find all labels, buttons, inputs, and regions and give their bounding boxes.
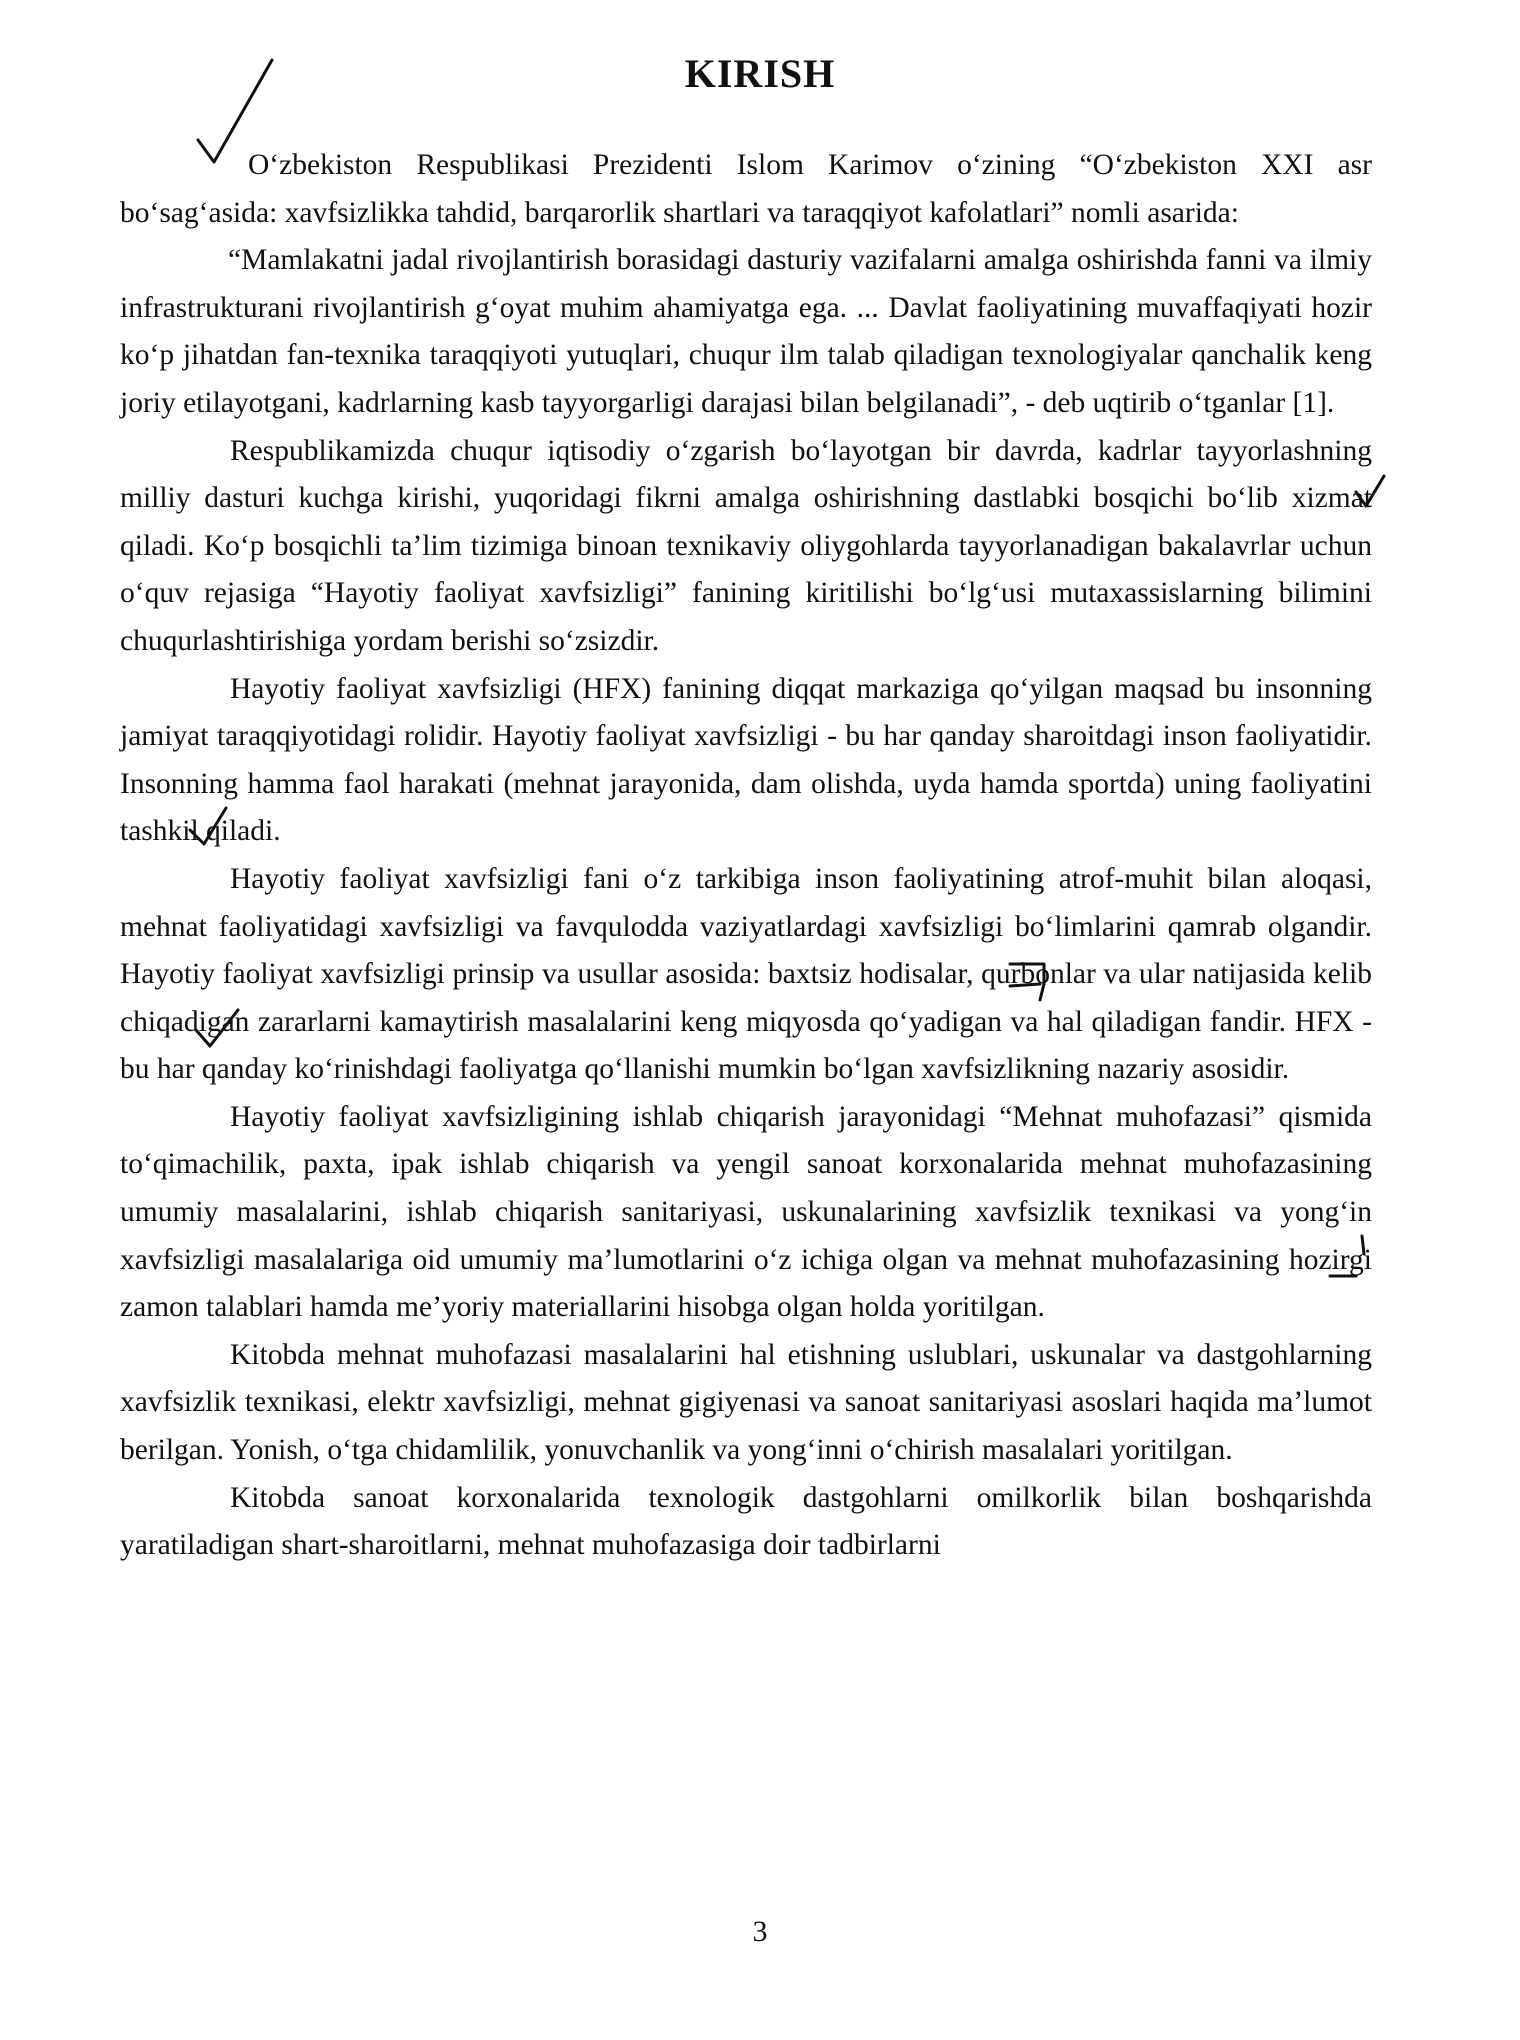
paragraph-3: Respublikamizda chuqur iqtisodiy o‘zgarish bo‘layotgan bir davrda, kadrlar tayyorlashning milliy dasturi kuchga kirishi, yuqoridagi fikrni amalga oshirishning dastlabki bosqichi bo‘lib xizmat qiladi. Ko‘p bosqichli ta’lim tizimiga binoan texnikaviy oliygohlarda tayyorlanadigan bakalavrlar uchun o‘quv rejasiga “Hayotiy faoliyat xavfsizligi” fanining kiritilishi bo‘lg‘usi mutaxassislarning bilimini chuqurlashtirishiga yordam berishi so‘zsizdir. [120,434,1372,657]
page-title: KIRISH [684,51,836,96]
paragraph-5: Hayotiy faoliyat xavfsizligi fani o‘z tarkibiga inson faoliyatining atrof-muhit bilan aloqasi, mehnat faoliyatidagi xavfsizligi va favqulodda vaziyatlardagi xavfsizligi bo‘limlarini qamrab olgandir. Hayotiy faoliyat xavfsizligi prinsip va usullar asosida: baxtsiz hodisalar, qurbonlar va ular natijasida kelib chiqadigan zararlarni kamaytirish masalalarini keng miqyosda qo‘yadigan va hal qiladigan fandir. HFX - bu har qanday ko‘rinishdagi faoliyatga qo‘llanishi mumkin bo‘lgan xavfsizlikning nazariy asosidir. [120,862,1372,1086]
paragraph-6: Hayotiy faoliyat xavfsizligining ishlab chiqarish jarayonidagi “Mehnat muhofazasi” qismida to‘qimachilik, paxta, ipak ishlab chiqarish va yengil sanoat korxonalarida mehnat muhofazasining umumiy masalalarini, ishlab chiqarish sanitariyasi, uskunalarining xavfsizlik texnikasi va yong‘in xavfsizligi masalalariga oid umumiy ma’lumotlarini o‘z ichiga olgan va mehnat muhofazasining hozirgi zamon talablari hamda me’yoriy materiallarini hisobga olgan holda yoritilgan. [120,1100,1372,1324]
paragraph-8: Kitobda sanoat korxonalarida texnologik dastgohlarni omilkorlik bilan boshqarishda yaratiladigan shart-sharoitlarni, mehnat muhofazasiga doir tadbirlarni [120,1481,1372,1562]
paragraph-intro: O‘zbekiston Respublikasi Prezidenti Islom Karimov o‘zining “O‘zbekiston XXI asr bo‘sag‘asida: xavfsizlikka tahdid, barqarorlik shartlari va taraqqiyot kafolatlari” nomli asarida: [120,149,1372,229]
paragraph-quote: “Mamlakatni jadal rivojlantirish borasidagi dasturiy vazifalarni amalga oshirishda fanni va ilmiy infrastrukturani rivojlantirish g‘oyat muhim ahamiyatga ega. ... Davlat faoliyatining muvaffaqiyati hozir ko‘p jihatdan fan-texnika taraqqiyoti yutuqlari, chuqur ilm talab qiladigan texnologiyalar qanchalik keng joriy etilayotgani, kadrlarning kasb tayyorgarligi darajasi bilan belgilanadi”, - deb uqtirib o‘tganlar [1]. [120,244,1372,419]
page-number: 3 [752,1915,768,1948]
body-text [120,142,1372,1570]
paragraph-7: Kitobda mehnat muhofazasi masalalarini hal etishning uslublari, uskunalar va dastgohlarning xavfsizlik texnikasi, elektr xavfsizligi, mehnat gigiyenasi va sanoat sanitariyasi asoslari haqida ma’lumot berilgan. Yonish, o‘tga chidamlilik, yonuvchanlik va yong‘inni o‘chirish masalalari yoritilgan. [120,1338,1372,1467]
paragraph-4: Hayotiy faoliyat xavfsizligi (HFX) fanining diqqat markaziga qo‘yilgan maqsad bu insonning jamiyat taraqqiyotidagi rolidir. Hayotiy faoliyat xavfsizligi - bu har qanday sharoitdagi inson faoliyatidir. Insonning hamma faol harakati (mehnat jarayonida, dam olishda, uyda hamda sportda) uning faoliyatini tashkil qiladi. [120,672,1372,848]
